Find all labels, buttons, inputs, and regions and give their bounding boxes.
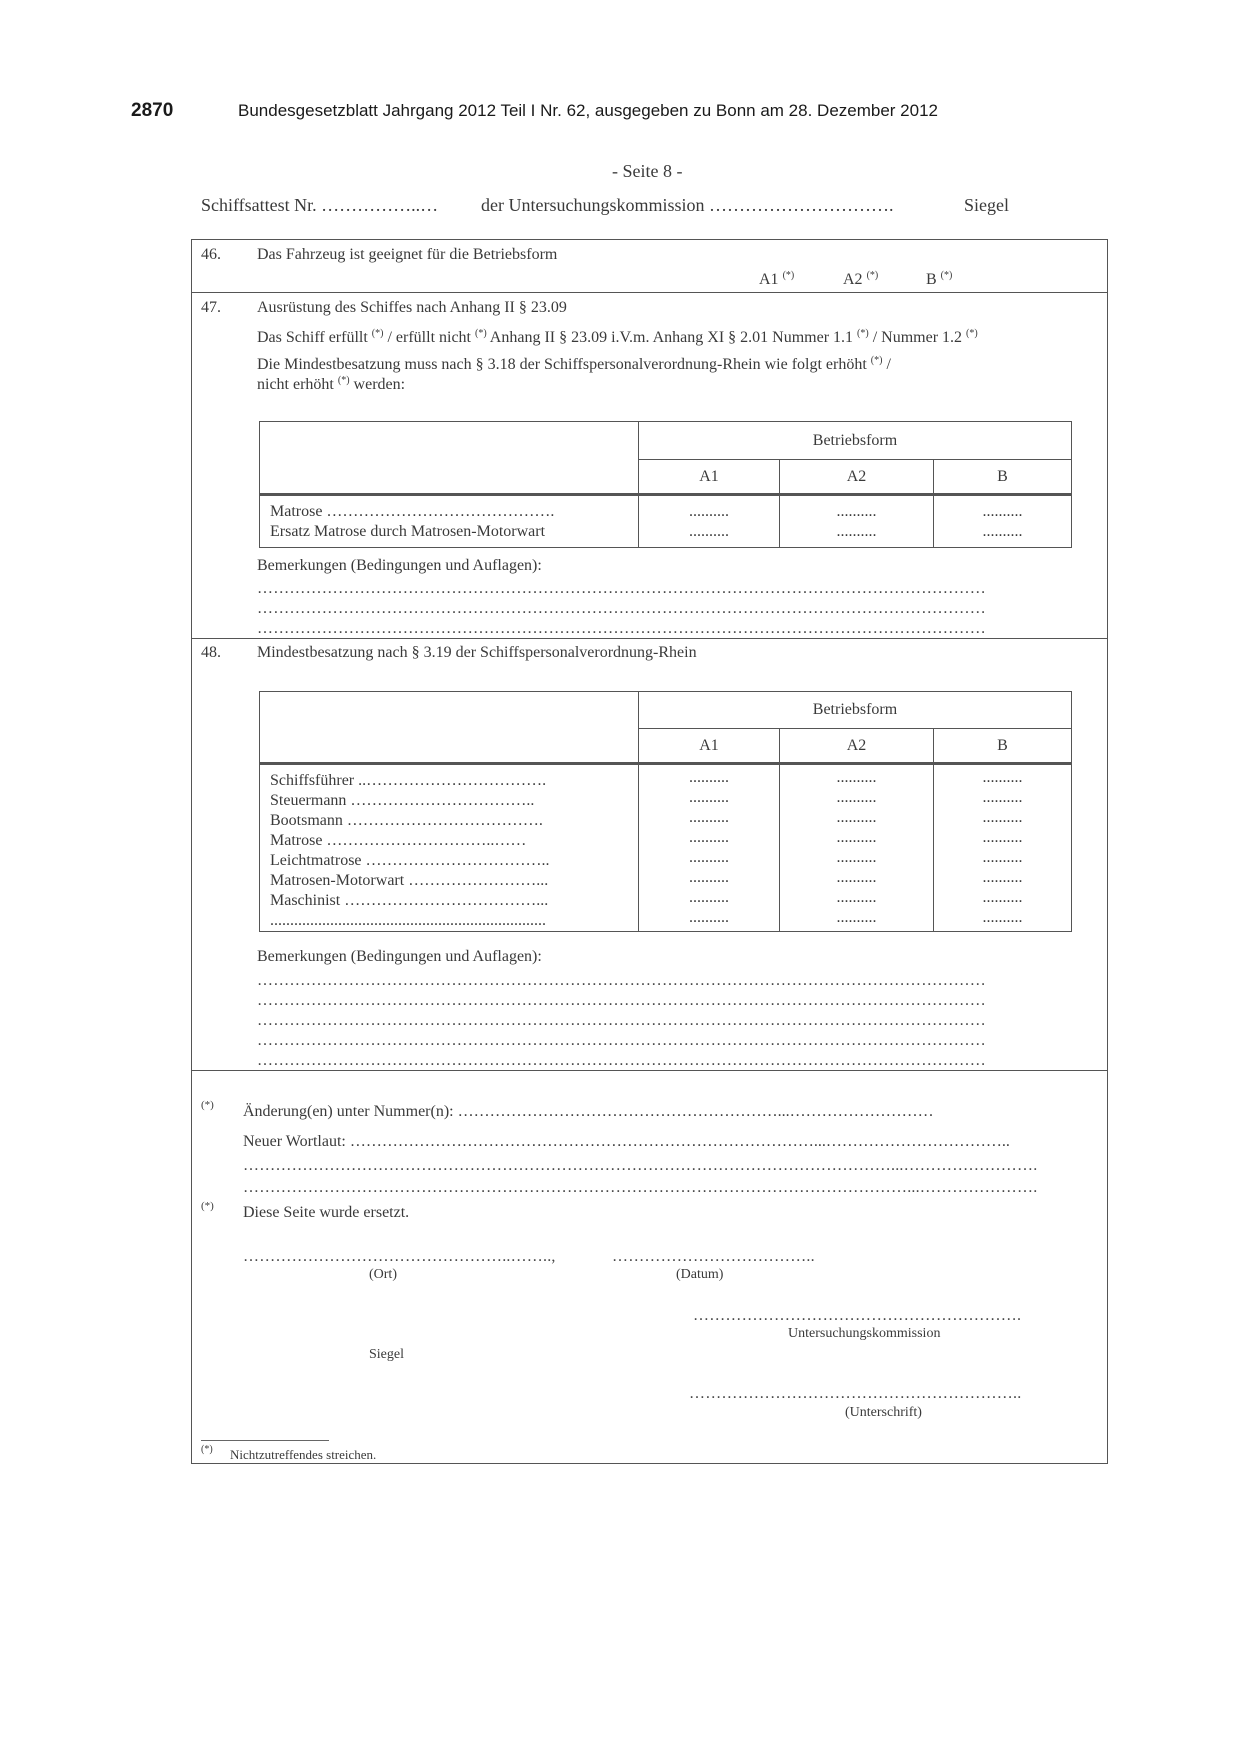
table-corner xyxy=(260,422,639,495)
a2-values: .......... .......... xyxy=(780,495,934,548)
replaced-mark: (*) xyxy=(201,1200,214,1212)
commission-caption: Untersuchungskommission xyxy=(788,1326,941,1341)
option-b: B (*) xyxy=(926,270,953,288)
remarks-line: ……………………………………………………………………………………………………………………… xyxy=(257,620,986,637)
col-header-a2: A2 xyxy=(780,460,934,495)
remarks-line: ……………………………………………………………………………………………………………………… xyxy=(257,992,986,1009)
remarks-line: ……………………………………………………………………………………………………………………… xyxy=(257,1052,986,1069)
remarks-line: ……………………………………………………………………………………………………………………… xyxy=(257,600,986,617)
section-48-remarks-label: Bemerkungen (Bedingungen und Auflagen): xyxy=(257,948,542,965)
table-row: Ersatz Matrose durch Matrosen-Motorwart xyxy=(270,523,546,540)
footnote-rule xyxy=(201,1440,329,1441)
section-48-title: Mindestbesatzung nach § 3.19 der Schiffspersonalverordnung-Rhein xyxy=(257,644,697,661)
remarks-line: ……………………………………………………………………………………………………………………… xyxy=(257,1012,986,1029)
commission-field: ……………………………………………………. xyxy=(693,1307,1022,1324)
crew-increase-table xyxy=(259,421,1072,548)
page-number: 2870 xyxy=(131,100,174,121)
col-header-a1: A1 xyxy=(639,729,780,764)
a2-values: .......... .......... .......... .......... .......... .......... .......... .......... xyxy=(780,764,934,932)
new-text-label: Neuer Wortlaut: ……………………………………………………………………………...…………………………….. xyxy=(243,1133,1010,1150)
signature-caption: (Unterschrift) xyxy=(845,1405,922,1420)
divider-47-48 xyxy=(191,638,1108,639)
section-47-line-2: Die Mindestbesatzung muss nach § 3.18 der Schiffspersonalverordnung-Rhein wie folgt erhöht (*) / xyxy=(257,355,891,373)
table-row: Maschinist ………………………………... xyxy=(270,892,549,909)
section-46-number: 46. xyxy=(201,246,221,263)
table-row: Steuermann …………………………….. xyxy=(270,792,535,809)
b-values: .......... .......... xyxy=(934,495,1072,548)
table-row: Schiffsführer ..……………………………. xyxy=(270,772,547,789)
table-row: Bootsmann ………………………………. xyxy=(270,812,543,829)
signature-field: …………………………………………………….. xyxy=(689,1385,1022,1402)
footnote-text: Nichtzutreffendes streichen. xyxy=(230,1447,377,1462)
section-47-line-3: nicht erhöht (*) werden: xyxy=(257,375,406,393)
place-caption: (Ort) xyxy=(369,1267,397,1282)
row-labels xyxy=(260,764,639,932)
section-47-number: 47. xyxy=(201,299,221,316)
section-48-number: 48. xyxy=(201,644,221,661)
remarks-line: ……………………………………………………………………………………………………………………… xyxy=(257,972,986,989)
section-47-title: Ausrüstung des Schiffes nach Anhang II § 23.09 xyxy=(257,299,567,316)
remarks-line: ……………………………………………………………………………………………………………………… xyxy=(257,1032,986,1049)
option-a2: A2 (*) xyxy=(843,270,879,288)
table-row: Leichtmatrose …………………………….. xyxy=(270,852,550,869)
table-row: Matrosen-Motorwart ……………………... xyxy=(270,872,549,889)
table-row: ..................................................................... xyxy=(270,912,546,929)
date-caption: (Datum) xyxy=(676,1267,724,1282)
place-field: …………………………………………..…….., xyxy=(243,1248,556,1265)
changes-mark: (*) xyxy=(201,1099,214,1111)
section-47-line-1: Das Schiff erfüllt (*) / erfüllt nicht (*) Anhang II § 23.09 i.V.m. Anhang XI § 2.01 Nummer 1.1 (*) / Nummer 1.2 (*) xyxy=(257,328,978,346)
divider-46-47 xyxy=(191,292,1108,293)
col-header-b: B xyxy=(934,729,1072,764)
changes-label: Änderung(en) unter Nummer(n): ……………………………………………………...……………………… xyxy=(243,1103,934,1120)
date-field: ……………………………….. xyxy=(612,1248,815,1265)
page-replaced-text: Diese Seite wurde ersetzt. xyxy=(243,1204,410,1221)
col-header-b: B xyxy=(934,460,1072,495)
section-46-text: Das Fahrzeug ist geeignet für die Betriebsform xyxy=(257,246,558,263)
seal-label: Siegel xyxy=(964,195,1009,215)
table-row: Matrose ……………………………………. xyxy=(270,503,555,520)
table-row: Matrose …………………………..…… xyxy=(270,832,527,849)
minimum-crew-table xyxy=(259,691,1072,932)
col-header-a1: A1 xyxy=(639,460,780,495)
new-text-line: …………………………………………………………………………………………………………...……………………. xyxy=(243,1157,1038,1174)
table-group-header: Betriebsform xyxy=(639,692,1072,729)
row-labels xyxy=(260,495,639,548)
seal-caption: Siegel xyxy=(369,1347,404,1362)
publication-title: Bundesgesetzblatt Jahrgang 2012 Teil I Nr. 62, ausgegeben zu Bonn am 28. Dezember 2012 xyxy=(238,101,938,120)
divider-48-changes xyxy=(191,1070,1108,1071)
footnote-mark: (*) xyxy=(201,1444,213,1455)
remarks-line: ……………………………………………………………………………………………………………………… xyxy=(257,580,986,597)
page-label: - Seite 8 - xyxy=(612,161,683,181)
commission-label: der Untersuchungskommission …………………………. xyxy=(481,195,894,215)
a1-values: .......... .......... .......... .......... .......... .......... .......... .......... xyxy=(639,764,780,932)
section-47-remarks-label: Bemerkungen (Bedingungen und Auflagen): xyxy=(257,557,542,574)
table-corner xyxy=(260,692,639,764)
col-header-a2: A2 xyxy=(780,729,934,764)
table-group-header: Betriebsform xyxy=(639,422,1072,460)
new-text-line: ……………………………………………………………………………………………………………...…………………. xyxy=(243,1179,1038,1196)
attest-number-label: Schiffsattest Nr. ……………..… xyxy=(201,195,439,215)
option-a1: A1 (*) xyxy=(759,270,795,288)
a1-values: .......... .......... xyxy=(639,495,780,548)
b-values: .......... .......... .......... .......... .......... .......... .......... .......... xyxy=(934,764,1072,932)
